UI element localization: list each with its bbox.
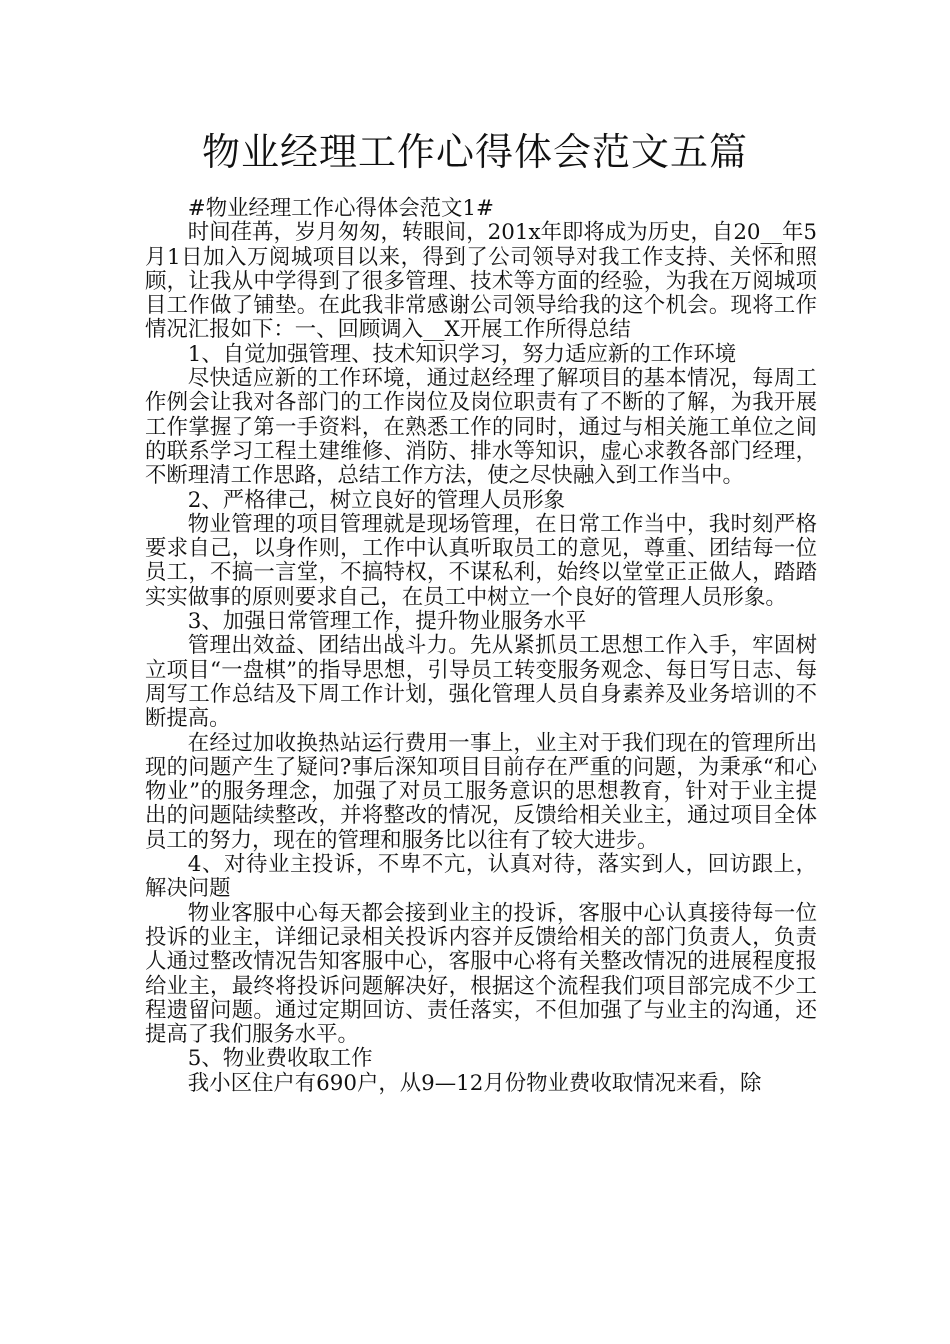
section-heading: #物业经理工作心得体会范文1#	[187, 196, 494, 221]
body-paragraph: 时间荏苒，岁月匆匆，转眼间，201x年即将成为历史，自20__年5月1日加入万阅城项目以来，得到了公司领导对我工作支持、关怀和照顾，让我从中学得到了很多管理、技术等方面的经验，为我在万阅城项目工作做了铺垫。在此我非常感谢公司领导给我的这个机会。现将工作情况汇报如下：一、回顾调入__X开展工作所得总结	[145, 220, 817, 343]
document-body	[145, 197, 817, 1096]
body-paragraph: 管理出效益、团结出战斗力。先从紧抓员工思想工作入手，牢固树立项目“一盘棋”的指导思想，引导员工转变服务观念、每日写日志、每周写工作总结及下周工作计划，强化管理人员自身素养及业务培训的不断提高。	[145, 633, 817, 732]
body-paragraph: 物业客服中心每天都会接到业主的投诉，客服中心认真接待每一位投诉的业主，详细记录相关投诉内容并反馈给相关的部门负责人，负责人通过整改情况告知客服中心，客服中心将有关整改情况的进展程度报给业主，最终将投诉问题解决好，根据这个流程我们项目部完成不少工程遗留问题。通过定期回访、责任落实，不但加强了与业主的沟通，还提高了我们服务水平。	[145, 900, 817, 1048]
body-paragraph: 物业管理的项目管理就是现场管理，在日常工作当中，我时刻严格要求自己，以身作则，工作中认真听取员工的意见，尊重、团结每一位员工，不搞一言堂，不搞特权，不谋私利，始终以堂堂正正做人，踏踏实实做事的原则要求自己，在员工中树立一个良好的管理人员形象。	[145, 511, 817, 610]
subsection-heading: 4、对待业主投诉，不卑不亢，认真对待，落实到人，回访跟上，解决问题	[145, 852, 817, 902]
body-paragraph: 尽快适应新的工作环境，通过赵经理了解项目的基本情况，每周工作例会让我对各部门的工作岗位及岗位职责有了不断的了解，为我开展工作掌握了第一手资料，在熟悉工作的同时，通过与相关施工单位之间的联系学习工程土建维修、消防、排水等知识，虚心求教各部门经理，不断理清工作思路，总结工作方法，使之尽快融入到工作当中。	[145, 366, 817, 489]
body-paragraph: 我小区住户有690户，从9—12月份物业费收取情况来看，除	[187, 1070, 762, 1096]
subsection-heading: 5、物业费收取工作	[187, 1046, 373, 1072]
subsection-heading: 2、严格律己，树立良好的管理人员形象	[187, 487, 566, 513]
document-title: 物业经理工作心得体会范文五篇	[201, 130, 748, 174]
body-paragraph: 在经过加收换热站运行费用一事上，业主对于我们现在的管理所出现的问题产生了疑问?事后深知项目目前存在严重的问题，为秉承“和心物业”的服务理念，加强了对员工服务意识的思想教育，针对于业主提出的问题陆续整改，并将整改的情况，反馈给相关业主，通过项目全体员工的努力，现在的管理和服务比以往有了较大进步。	[145, 730, 817, 853]
subsection-heading: 3、加强日常管理工作，提升物业服务水平	[187, 609, 587, 635]
subsection-heading: 1、自觉加强管理、技术知识学习，努力适应新的工作环境	[187, 341, 737, 367]
